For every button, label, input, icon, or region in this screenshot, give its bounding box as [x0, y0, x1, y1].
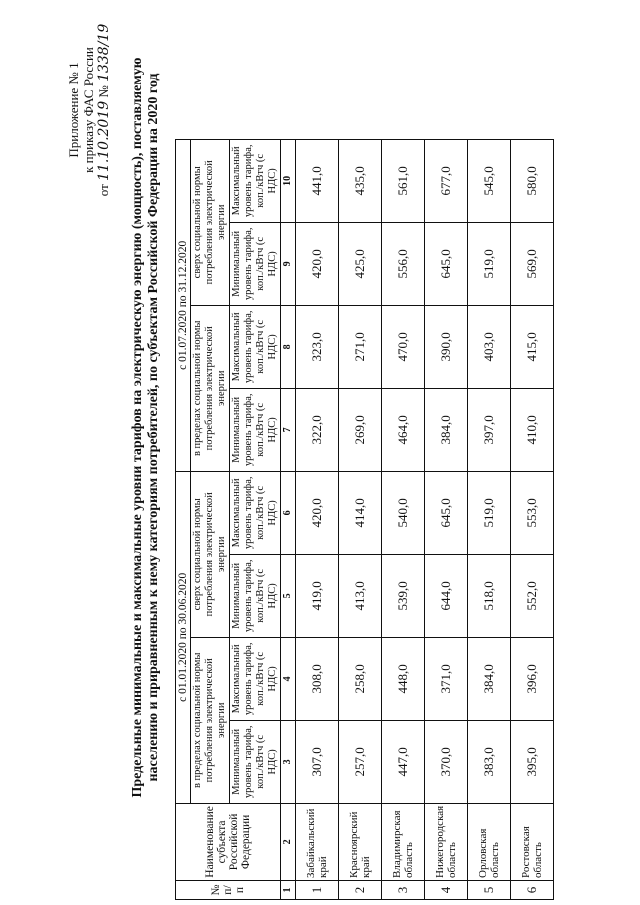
index-cell: 9 — [281, 222, 296, 305]
tariff-cell: 441,0 — [296, 139, 339, 222]
tariff-cell: 395,0 — [511, 720, 554, 803]
region-name: Забайкальский край — [296, 803, 339, 880]
appendix-label: Приложение № 1 — [66, 62, 81, 158]
tariff-cell: 552,0 — [511, 554, 554, 637]
region-name: Нижегородская область — [425, 803, 468, 880]
tariff-cell: 447,0 — [382, 720, 425, 803]
period2-header: с 01.07.2020 по 31.12.2020 — [176, 139, 191, 471]
tariff-cell: 415,0 — [511, 305, 554, 388]
row-number: 6 — [511, 881, 554, 900]
tariff-cell: 677,0 — [425, 139, 468, 222]
tariff-cell: 410,0 — [511, 388, 554, 471]
tariff-cell: 323,0 — [296, 305, 339, 388]
tariff-cell: 419,0 — [296, 554, 339, 637]
tariff-cell: 420,0 — [296, 222, 339, 305]
tariff-cell: 396,0 — [511, 637, 554, 720]
appendix-block — [66, 15, 112, 205]
tariff-cell: 403,0 — [468, 305, 511, 388]
max-level-header: Максимальный уровень тарифа, коп./кВтч (с НДС) — [230, 471, 281, 554]
min-level-header: Минимальный уровень тарифа, коп./кВтч (с НДС) — [230, 720, 281, 803]
tariff-cell: 307,0 — [296, 720, 339, 803]
tariff-cell: 258,0 — [339, 637, 382, 720]
table-row — [382, 139, 425, 899]
p2-within-norm: в пределах социальной нормы потребления электрической энергии — [191, 305, 230, 471]
tariff-cell: 561,0 — [382, 139, 425, 222]
p1-above-norm: сверх социальной нормы потребления электрической энергии — [191, 471, 230, 637]
tariff-cell: 545,0 — [468, 139, 511, 222]
tariff-cell: 425,0 — [339, 222, 382, 305]
row-number: 2 — [339, 881, 382, 900]
tariff-cell: 383,0 — [468, 720, 511, 803]
tariff-cell: 271,0 — [339, 305, 382, 388]
index-cell: 4 — [281, 637, 296, 720]
tariff-cell: 420,0 — [296, 471, 339, 554]
tariff-cell: 556,0 — [382, 222, 425, 305]
tariff-cell: 397,0 — [468, 388, 511, 471]
tariff-cell: 257,0 — [339, 720, 382, 803]
row-number: 3 — [382, 881, 425, 900]
row-number: 4 — [425, 881, 468, 900]
document-title: Предельные минимальные и максимальные уровни тарифов на электрическую энергию (мощность), поставляемую населению и приравненным к нему категориям потребителей, по субъектам Российской Федерации на 2020 год — [130, 57, 161, 798]
header-row-1 — [176, 139, 191, 899]
max-level-header: Максимальный уровень тарифа, коп./кВтч (с НДС) — [230, 305, 281, 388]
index-cell: 2 — [281, 803, 296, 880]
region-name: Орловская область — [468, 803, 511, 880]
tariff-cell: 414,0 — [339, 471, 382, 554]
table-row — [339, 139, 382, 899]
header-row-3 — [230, 139, 281, 899]
order-reference: к приказу ФАС России — [81, 47, 96, 173]
tariff-cell: 269,0 — [339, 388, 382, 471]
tariff-cell: 322,0 — [296, 388, 339, 471]
tariff-cell: 644,0 — [425, 554, 468, 637]
min-level-header: Минимальный уровень тарифа, коп./кВтч (с НДС) — [230, 388, 281, 471]
index-cell: 1 — [281, 881, 296, 900]
min-level-header: Минимальный уровень тарифа, коп./кВтч (с НДС) — [230, 554, 281, 637]
tariff-cell: 390,0 — [425, 305, 468, 388]
index-cell: 8 — [281, 305, 296, 388]
index-row — [281, 139, 296, 899]
table-row — [468, 139, 511, 899]
index-cell: 5 — [281, 554, 296, 637]
col-number-header: № п/п — [176, 881, 281, 900]
tariff-cell: 370,0 — [425, 720, 468, 803]
tariff-cell: 645,0 — [425, 222, 468, 305]
index-cell: 3 — [281, 720, 296, 803]
tariff-cell: 448,0 — [382, 637, 425, 720]
header-row-2 — [191, 139, 230, 899]
tariff-table — [175, 139, 554, 900]
p1-within-norm: в пределах социальной нормы потребления электрической энергии — [191, 637, 230, 803]
p2-above-norm: сверх социальной нормы потребления электрической энергии — [191, 139, 230, 305]
region-name: Владимирская область — [382, 803, 425, 880]
table-row — [425, 139, 468, 899]
region-name: Ростовская область — [511, 803, 554, 880]
row-number: 5 — [468, 881, 511, 900]
tariff-cell: 470,0 — [382, 305, 425, 388]
min-level-header: Минимальный уровень тарифа, коп./кВтч (с НДС) — [230, 222, 281, 305]
max-level-header: Максимальный уровень тарифа, коп./кВтч (с НДС) — [230, 637, 281, 720]
tariff-cell: 519,0 — [468, 471, 511, 554]
index-cell: 10 — [281, 139, 296, 222]
col-name-header: Наименование субъекта Российской Федерации — [176, 803, 281, 880]
tariff-cell: 384,0 — [468, 637, 511, 720]
region-name: Красноярский край — [339, 803, 382, 880]
tariff-cell: 384,0 — [425, 388, 468, 471]
tariff-cell: 539,0 — [382, 554, 425, 637]
table-row — [511, 139, 554, 899]
tariff-cell: 569,0 — [511, 222, 554, 305]
index-cell: 6 — [281, 471, 296, 554]
period1-header: с 01.01.2020 по 30.06.2020 — [176, 471, 191, 803]
table-row — [296, 139, 339, 899]
order-date-line — [96, 15, 112, 205]
row-number: 1 — [296, 881, 339, 900]
number-prefix: № — [96, 85, 111, 98]
tariff-cell: 464,0 — [382, 388, 425, 471]
max-level-header: Максимальный уровень тарифа, коп./кВтч (с НДС) — [230, 139, 281, 222]
tariff-cell: 553,0 — [511, 471, 554, 554]
tariff-cell: 308,0 — [296, 637, 339, 720]
index-cell: 7 — [281, 388, 296, 471]
tariff-cell: 435,0 — [339, 139, 382, 222]
tariff-cell: 645,0 — [425, 471, 468, 554]
tariff-cell: 371,0 — [425, 637, 468, 720]
tariff-cell: 519,0 — [468, 222, 511, 305]
order-date: 11.10.2019 — [96, 100, 112, 181]
tariff-cell: 518,0 — [468, 554, 511, 637]
tariff-cell: 580,0 — [511, 139, 554, 222]
tariff-cell: 413,0 — [339, 554, 382, 637]
date-prefix: от — [96, 184, 111, 197]
order-number: 1338/19 — [96, 23, 112, 82]
tariff-cell: 540,0 — [382, 471, 425, 554]
